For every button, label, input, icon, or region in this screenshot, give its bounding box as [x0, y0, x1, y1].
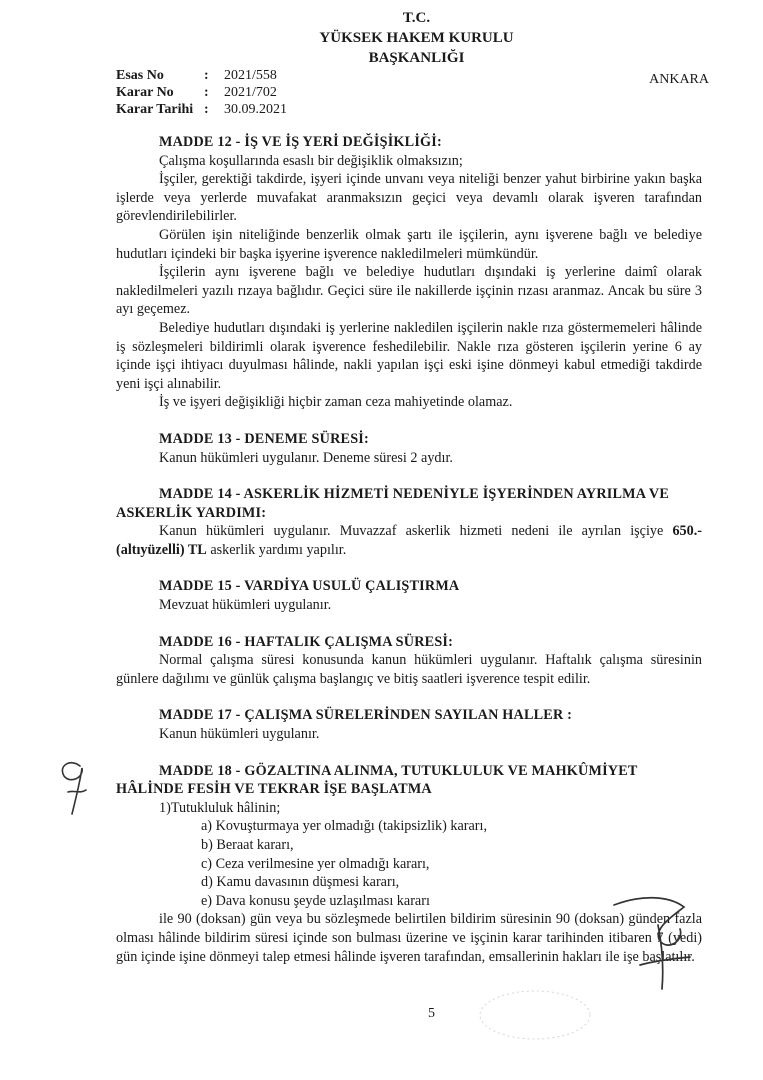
- list-item: a) Kovuşturmaya yer olmadığı (takipsizlik) kararı,: [201, 818, 488, 835]
- tarih-label: Karar Tarihi: [116, 102, 194, 117]
- karar-label: Karar No: [116, 85, 174, 100]
- header-institution: YÜKSEK HAKEM KURULU: [319, 30, 514, 46]
- article-14-heading: MADDE 14 - ASKERLİK HİZMETİ NEDENİYLE İŞYERİNDEN AYRILMA VE ASKERLİK YARDIMI:: [116, 486, 670, 521]
- article-16-paragraph: Normal çalışma süresi konusunda kanun hükümleri uygulanır. Haftalık çalışma süresinin günlere dağılımı ve günlük çalışma başlangıç ve bitiş saatleri işverence tespit edilir.: [116, 652, 702, 687]
- article-18-intro: 1)Tutukluluk hâlinin;: [159, 799, 281, 816]
- tarih-value: 30.09.2021: [224, 102, 287, 117]
- article-13-paragraph: Kanun hükümleri uygulanır. Deneme süresi 2 aydır.: [159, 449, 453, 466]
- list-item: c) Ceza verilmesine yer olmadığı kararı,: [201, 855, 430, 872]
- esas-label: Esas No: [116, 68, 164, 83]
- karar-row: [116, 84, 287, 101]
- stamp-impression: [470, 985, 600, 1045]
- colon: :: [204, 102, 209, 117]
- header-tc: T.C.: [402, 10, 431, 26]
- article-15-paragraph: Mevzuat hükümleri uygulanır.: [159, 597, 332, 614]
- article-12-paragraph: İş ve işyeri değişikliği hiçbir zaman ceza mahiyetinde olamaz.: [159, 394, 513, 411]
- colon: :: [204, 68, 209, 83]
- article-18-paragraph: ile 90 (doksan) gün veya bu sözleşmede belirtilen bildirim süresinin 90 (doksan) günden fazla olması hâlinde bildirim süresi içinde son bulması üzerine ve işçinin karar tarihinden itibaren 7 (yedi) gün içinde işine dönmeyi talep etmesi hâlinde işveren tarafından, emsallerinin hakları ile işe başlatılır.: [116, 911, 702, 965]
- article-12-paragraph: Çalışma koşullarında esaslı bir değişiklik olmaksızın;: [159, 152, 463, 169]
- article-13-heading: MADDE 13 - DENEME SÜRESİ:: [159, 430, 369, 447]
- case-metadata: [116, 67, 287, 118]
- karar-value: 2021/702: [224, 85, 277, 100]
- article-14-amount: 650.-(altıyüzelli) TL: [116, 523, 702, 558]
- list-item: b) Beraat kararı,: [201, 837, 294, 853]
- article-18-heading: MADDE 18 - GÖZALTINA ALINMA, TUTUKLULUK VE MAHKÛMİYET HÂLİNDE FESİH VE TEKRAR İŞE BAŞLATMA: [116, 762, 638, 798]
- article-12-paragraph: Belediye hudutları dışındaki iş yerlerine nakledilen işçilerin nakle rıza göstermemeleri hâlinde iş sözleşmeleri bildirimli olarak işverence feshedilebilir. Nakle rıza gösteren işçilerin yerine 6 ay içinde işçi ihtiyacı duyulması hâlinde, nakli yapılan işçi eski işine dönmeyi kabul etmediği takdirde yeni işçi alınabilir.: [116, 319, 702, 392]
- article-16-heading: MADDE 16 - HAFTALIK ÇALIŞMA SÜRESİ:: [159, 633, 454, 650]
- esas-row: [116, 67, 287, 84]
- city-label: ANKARA: [649, 72, 709, 87]
- article-12-paragraph: Görülen işin niteliğinde benzerlik olmak şartı ile işçilerin, aynı işverene bağlı ve belediye hudutları içindeki bir başka işyerine işverence nakledilmeleri mümkündür.: [116, 226, 702, 262]
- esas-value: 2021/558: [224, 68, 277, 83]
- signature: [600, 885, 710, 995]
- initial-signature: [50, 752, 100, 822]
- article-14-text: Kanun hükümleri uygulanır. Muvazzaf askerlik hizmeti nedeni ile ayrılan işçiye: [159, 523, 673, 540]
- document-header: [0, 8, 763, 68]
- page-number: 5: [428, 1006, 435, 1021]
- list-item: e) Dava konusu şeyde uzlaşılması kararı: [201, 892, 430, 909]
- colon: :: [204, 85, 209, 100]
- document-body: [116, 133, 702, 966]
- article-15-heading: MADDE 15 - VARDİYA USULÜ ÇALIŞTIRMA: [159, 578, 460, 595]
- article-12-paragraph: İşçilerin aynı işverene bağlı ve belediye hudutları dışındaki iş yerlerine daimî olarak nakledilmeleri yazılı rızaya bağlıdır. Geçici süre ile nakillerde işçinin rızası aranmaz. Ancak bu süre 3 ayı geçemez.: [116, 264, 702, 318]
- tarih-row: [116, 101, 287, 118]
- article-12-paragraph: İşçiler, gerektiği takdirde, işyeri içinde unvanı veya niteliği benzer yahut birbirine yakın başka işlerde veya yerlerde muvafakat aranmaksızın geçici veya devamlı olarak işveren tarafından görevlendirilebilirler.: [116, 171, 702, 225]
- list-item: d) Kamu davasının düşmesi kararı,: [201, 874, 400, 891]
- article-14-paragraph: [116, 522, 702, 559]
- article-17-heading: MADDE 17 - ÇALIŞMA SÜRELERİNDEN SAYILAN HALLER :: [159, 707, 573, 724]
- header-department: BAŞKANLIĞI: [368, 50, 465, 66]
- article-12-heading: MADDE 12 - İŞ VE İŞ YERİ DEĞİŞİKLİĞİ:: [159, 134, 442, 150]
- article-14-text-end: askerlik yardımı yapılır.: [206, 541, 347, 558]
- article-17-paragraph: Kanun hükümleri uygulanır.: [159, 726, 320, 743]
